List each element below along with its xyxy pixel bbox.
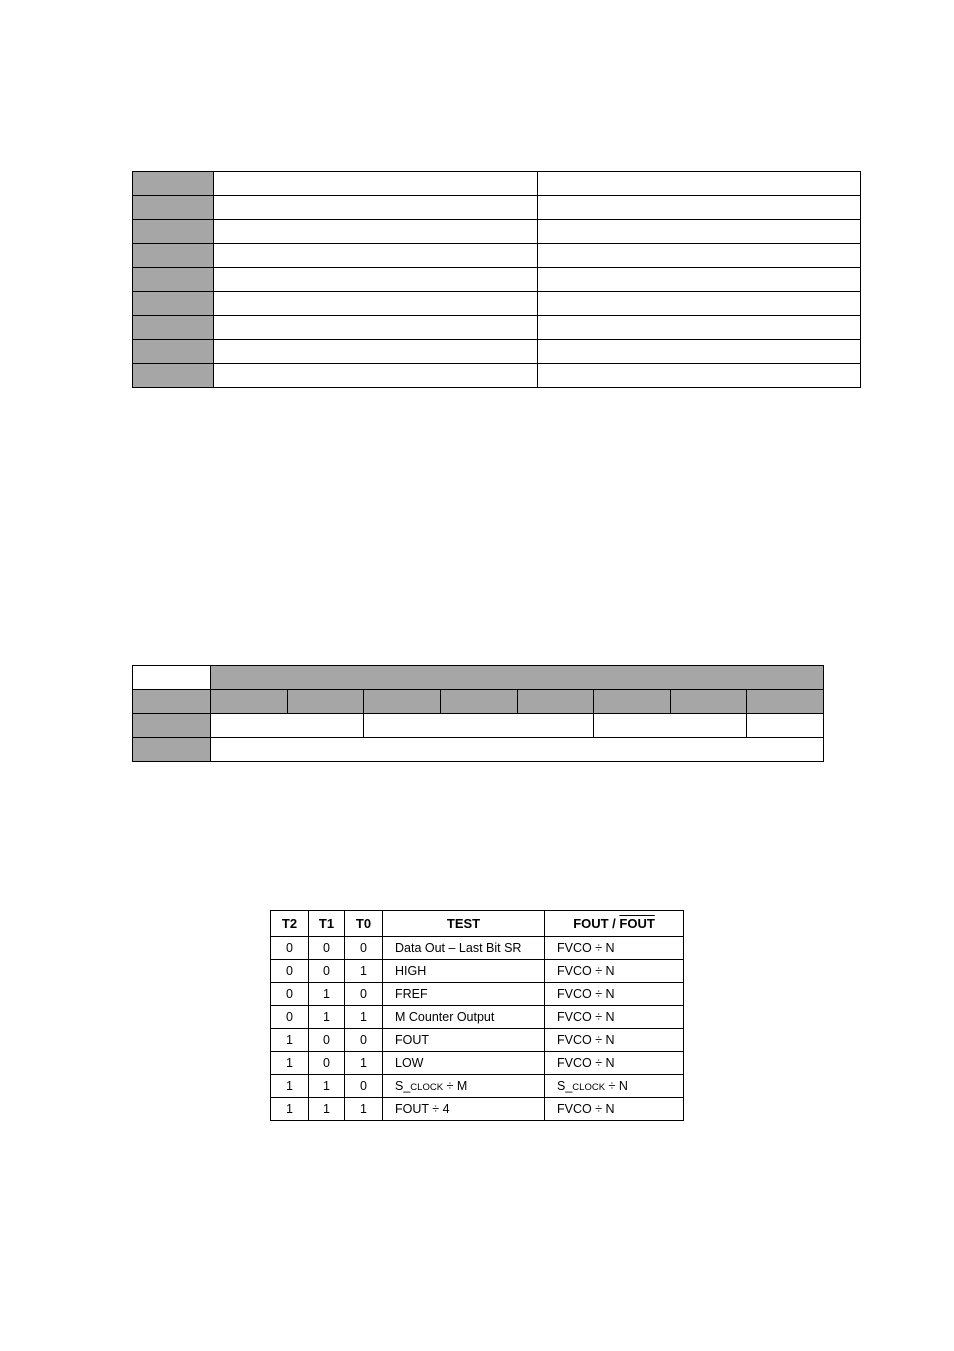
field-cell (364, 714, 594, 738)
table-row (133, 172, 861, 196)
cell-t2: 0 (271, 1006, 309, 1029)
fout-bar-text: FOUT (619, 916, 655, 931)
table-row (133, 364, 861, 388)
bit-cell (287, 690, 364, 714)
subscript-clock: CLOCK (410, 1082, 444, 1093)
table-row (133, 292, 861, 316)
header-t0: T0 (345, 911, 383, 937)
cell-fout: FVCO ÷ N (545, 983, 684, 1006)
cell-t0: 1 (345, 1098, 383, 1121)
cell (214, 268, 538, 292)
bit-cell (670, 690, 747, 714)
table-row (133, 316, 861, 340)
table-row (133, 666, 824, 690)
cell (538, 220, 861, 244)
cell (214, 220, 538, 244)
label-cell (133, 244, 214, 268)
corner-cell (133, 666, 211, 690)
cell (214, 244, 538, 268)
cell (538, 196, 861, 220)
label-cell (133, 364, 214, 388)
table-row (271, 1075, 684, 1098)
table-row (271, 983, 684, 1006)
cell (538, 244, 861, 268)
cell-test: FOUT ÷ 4 (383, 1098, 545, 1121)
cell-test: M Counter Output (383, 1006, 545, 1029)
register-table-2 (132, 665, 824, 762)
cell (214, 172, 538, 196)
header-fout: FOUT / FOUT (545, 911, 684, 937)
field-cell (211, 714, 364, 738)
cell-t2: 0 (271, 937, 309, 960)
cell (538, 340, 861, 364)
table-row (133, 220, 861, 244)
header-test: TEST (383, 911, 545, 937)
cell-fout: FVCO ÷ N (545, 960, 684, 983)
field-cell (747, 714, 824, 738)
cell-fout: FVCO ÷ N (545, 1052, 684, 1075)
cell-test: HIGH (383, 960, 545, 983)
label-cell (133, 316, 214, 340)
label-cell (133, 690, 211, 714)
cell-test: S_CLOCK ÷ M (383, 1075, 545, 1098)
cell-t1: 1 (309, 983, 345, 1006)
cell-t0: 0 (345, 1029, 383, 1052)
cell-t1: 1 (309, 1006, 345, 1029)
header-t2: T2 (271, 911, 309, 937)
bit-cell (517, 690, 594, 714)
bit-cell (364, 690, 441, 714)
cell-test: FREF (383, 983, 545, 1006)
cell (538, 172, 861, 196)
header-t1: T1 (309, 911, 345, 937)
cell-t0: 0 (345, 937, 383, 960)
cell (538, 316, 861, 340)
label-cell (133, 292, 214, 316)
cell-fout: FVCO ÷ N (545, 1006, 684, 1029)
cell (214, 196, 538, 220)
cell-t0: 1 (345, 960, 383, 983)
cell-t1: 1 (309, 1075, 345, 1098)
cell-t0: 1 (345, 1006, 383, 1029)
table-row (133, 196, 861, 220)
table-row (133, 738, 824, 762)
field-cell (211, 738, 824, 762)
header-span-cell (211, 666, 824, 690)
cell-t1: 0 (309, 1029, 345, 1052)
table-row (133, 268, 861, 292)
cell-t1: 1 (309, 1098, 345, 1121)
subscript-clock: CLOCK (572, 1082, 606, 1093)
cell-t2: 1 (271, 1098, 309, 1121)
cell-fout: S_CLOCK ÷ N (545, 1075, 684, 1098)
cell-t0: 0 (345, 1075, 383, 1098)
bit-cell (440, 690, 517, 714)
cell (538, 292, 861, 316)
cell-test: Data Out – Last Bit SR (383, 937, 545, 960)
table-header-row (271, 911, 684, 937)
table-row (133, 244, 861, 268)
label-cell (133, 714, 211, 738)
cell-fout: FVCO ÷ N (545, 937, 684, 960)
cell (214, 316, 538, 340)
table-row (271, 1052, 684, 1075)
cell (214, 340, 538, 364)
table-row (271, 960, 684, 983)
table-row (271, 937, 684, 960)
test-mode-table (270, 910, 684, 1121)
cell (214, 292, 538, 316)
bit-cell (747, 690, 824, 714)
cell-t2: 1 (271, 1029, 309, 1052)
cell (538, 268, 861, 292)
table-row (271, 1029, 684, 1052)
cell (538, 364, 861, 388)
cell-test: LOW (383, 1052, 545, 1075)
cell (214, 364, 538, 388)
cell-t0: 1 (345, 1052, 383, 1075)
table-row (271, 1006, 684, 1029)
cell-fout: FVCO ÷ N (545, 1029, 684, 1052)
cell-t2: 0 (271, 960, 309, 983)
cell-t2: 1 (271, 1052, 309, 1075)
label-cell (133, 340, 214, 364)
cell-t2: 0 (271, 983, 309, 1006)
cell-t2: 1 (271, 1075, 309, 1098)
cell-fout: FVCO ÷ N (545, 1098, 684, 1121)
label-cell (133, 268, 214, 292)
cell-t1: 0 (309, 960, 345, 983)
table-row (133, 340, 861, 364)
table-row (133, 714, 824, 738)
field-cell (594, 714, 747, 738)
label-cell (133, 172, 214, 196)
table-row (133, 690, 824, 714)
label-cell (133, 220, 214, 244)
cell-t1: 0 (309, 937, 345, 960)
cell-t0: 0 (345, 983, 383, 1006)
label-cell (133, 196, 214, 220)
bit-cell (594, 690, 671, 714)
cell-test: FOUT (383, 1029, 545, 1052)
bit-cell (211, 690, 288, 714)
register-table-1 (132, 171, 861, 388)
table-row (271, 1098, 684, 1121)
cell-t1: 0 (309, 1052, 345, 1075)
label-cell (133, 738, 211, 762)
